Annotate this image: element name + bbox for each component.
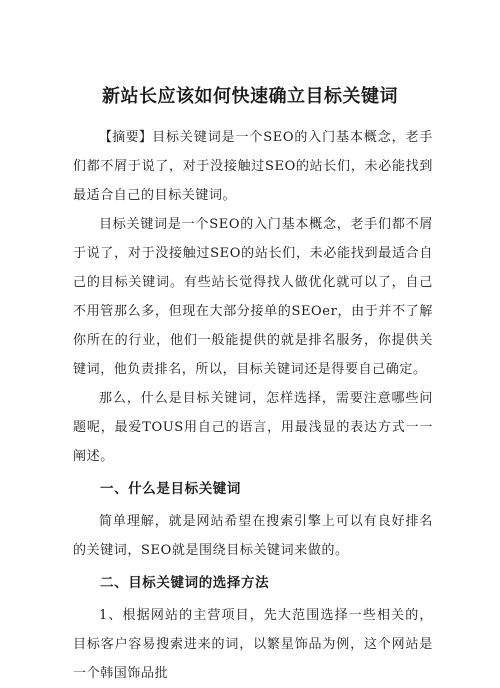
section-heading: 一、什么是目标关键词 (100, 481, 241, 497)
body-paragraph: 那么，什么是目标关键词，怎样选择，需要注意哪些问题呢，最爱TOUS用自己的语言，用最浅显的表达方式一一阐述。 (73, 391, 433, 464)
document-title: 新站长应该如何快速确立目标关键词 (102, 86, 398, 107)
document-body (73, 123, 433, 688)
section-paragraph: 简单理解，就是网站希望在搜索引擎上可以有良好排名的关键词，SEO就是围绕目标关键词来做的。 (73, 514, 433, 558)
section-heading: 二、目标关键词的选择方法 (100, 575, 270, 591)
body-paragraph: 目标关键词是一个SEO的入门基本概念，老手们都不屑于说了，对于没接触过SEO的站长们，未必能找到最适合自己的目标关键词。有些站长觉得找人做优化就可以了，自己不用管那么多，但现在大部分接单的SEOer，由于并不了解你所在的行业，他们一般能提供的就是排名服务，你提供关键词，他负责排名，所以，目标关键词还是得要自己确定。 (73, 217, 433, 377)
abstract-text: 目标关键词是一个SEO的入门基本概念，老手们都不屑于说了，对于没接触过SEO的站长们，未必能找到最适合自己的目标关键词。 (73, 130, 433, 203)
abstract-paragraph (73, 123, 433, 210)
section-paragraph: 1、根据网站的主营项目，先大范围选择一些相关的，目标客户容易搜索进来的词，以繁星饰品为例，这个网站是一个韩国饰品批 (73, 608, 433, 681)
abstract-tag: 【摘要】 (99, 130, 153, 145)
